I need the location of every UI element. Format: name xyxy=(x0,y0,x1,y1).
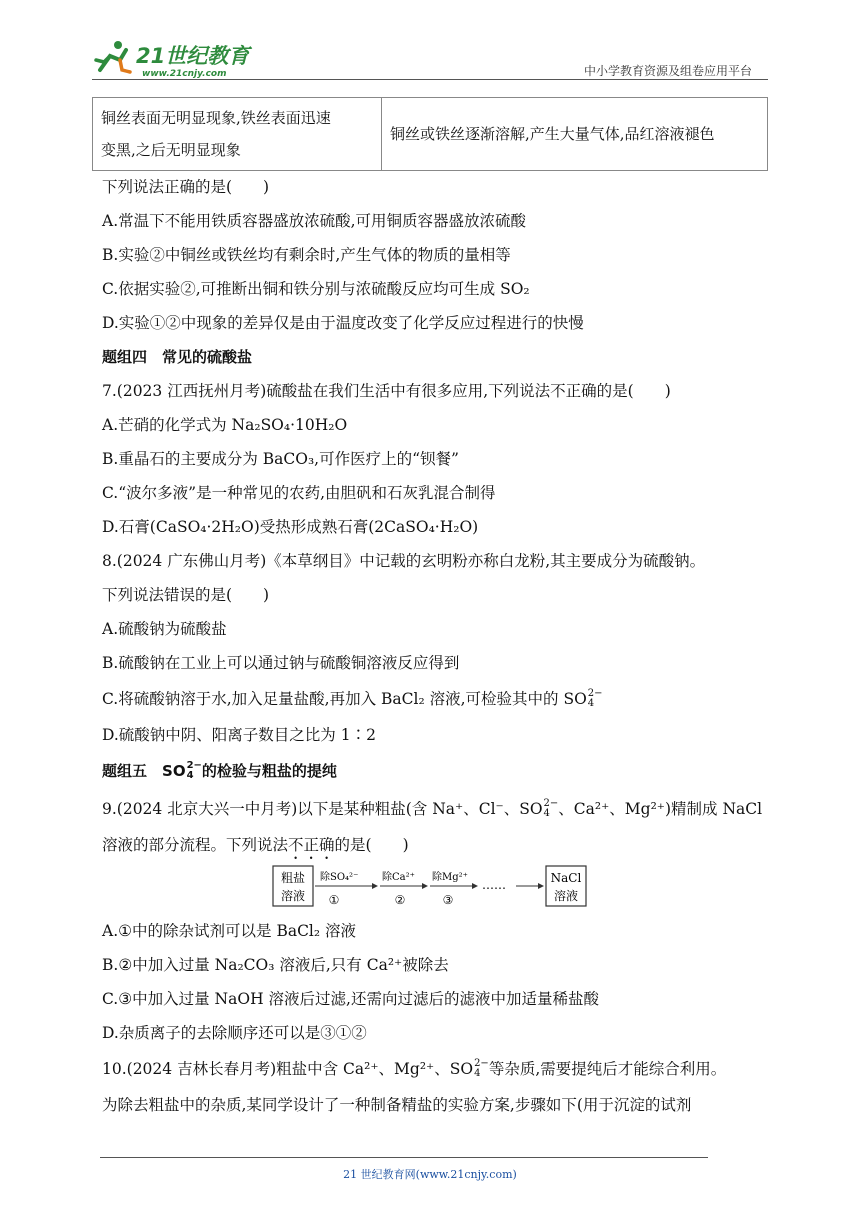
flow-step1-number: ① xyxy=(328,893,340,907)
footer-text: 21 世纪教育网(www.21cnjy.com) xyxy=(343,1168,517,1181)
q9-option-b: B.②中加入过量 Na₂CO₃ 溶液后,只有 Ca²⁺被除去 xyxy=(102,956,449,974)
sulfate-ion: SO 2− 4 xyxy=(519,798,559,819)
q9-option-c: C.③中加入过量 NaOH 溶液后过滤,还需向过滤后的滤液中加适量稀盐酸 xyxy=(102,990,599,1008)
logo-text: 21世纪教育 xyxy=(136,44,250,68)
flow-end-line2: 溶液 xyxy=(553,889,579,903)
section-5-title: 题组五 SO 2− 4 的检验与粗盐的提纯 xyxy=(102,752,768,790)
q8-stem-line1: 8.(2024 广东佛山月考)《本草纲目》中记载的玄明粉亦称白龙粉,其主要成分为硫酸钠。 xyxy=(102,552,706,570)
flow-end-line1: NaCl xyxy=(550,871,582,885)
flow-step3-label: 除Mg²⁺ xyxy=(432,872,468,883)
question-content xyxy=(102,170,768,1122)
q8-option-b: B.硫酸钠在工业上可以通过钠与硫酸铜溶液反应得到 xyxy=(102,654,460,672)
q6-option-d: D.实验①②中现象的差异仅是由于温度改变了化学反应过程进行的快慢 xyxy=(102,314,584,332)
logo-url: www.21cnjy.com xyxy=(142,69,227,79)
sulfate-ion: SO 2− 4 xyxy=(162,760,202,781)
platform-title: 中小学教育资源及组卷应用平台 xyxy=(583,64,752,78)
q9-option-a: A.①中的除杂试剂可以是 BaCl₂ 溶液 xyxy=(102,922,357,940)
table-cell-left: 铜丝表面无明显现象,铁丝表面迅速 变黑,之后无明显现象 xyxy=(93,98,382,171)
observation-table xyxy=(92,97,768,171)
q8-option-c: C.将硫酸钠溶于水,加入足量盐酸,再加入 BaCl₂ 溶液,可检验其中的 SO 2− 4 xyxy=(102,680,768,718)
flow-ellipsis: …… xyxy=(482,878,506,892)
q7-option-a: A.芒硝的化学式为 Na₂SO₄·10H₂O xyxy=(102,416,348,434)
section-4-title: 题组四 常见的硫酸盐 xyxy=(102,348,253,366)
q8-stem-line2: 下列说法错误的是( ) xyxy=(102,586,270,604)
site-logo xyxy=(92,36,262,80)
flow-diagram xyxy=(102,862,768,914)
q7-option-c: C.“波尔多液”是一种常见的农药,由胆矾和石灰乳混合制得 xyxy=(102,484,496,502)
q7-option-d: D.石膏(CaSO₄·2H₂O)受热形成熟石膏(2CaSO₄·H₂O) xyxy=(102,518,479,536)
flow-step2-number: ② xyxy=(394,893,406,907)
q9-option-d: D.杂质离子的去除顺序还可以是③①② xyxy=(102,1024,367,1042)
q9-stem-line2: 溶液的部分流程。下列说法不正确的是( ) xyxy=(102,836,409,854)
flow-step1-label: 除SO₄²⁻ xyxy=(320,872,359,883)
q8-option-a: A.硫酸钠为硫酸盐 xyxy=(102,620,227,638)
q6-stem: 下列说法正确的是( ) xyxy=(102,178,270,196)
footer-divider xyxy=(100,1157,708,1158)
flow-step2-label: 除Ca²⁺ xyxy=(382,872,415,883)
header-divider xyxy=(92,79,768,80)
flow-start-line2: 溶液 xyxy=(280,889,306,903)
table-cell-right: 铜丝或铁丝逐渐溶解,产生大量气体,品红溶液褪色 xyxy=(382,98,768,171)
q8-option-d: D.硫酸钠中阴、阳离子数目之比为 1∶2 xyxy=(102,726,376,744)
q6-option-b: B.实验②中铜丝或铁丝均有剩余时,产生气体的物质的量相等 xyxy=(102,246,511,264)
sulfate-ion: SO 2− 4 xyxy=(563,688,603,709)
q6-option-c: C.依据实验②,可推断出铜和铁分别与浓硫酸反应均可生成 SO₂ xyxy=(102,280,530,298)
q7-stem: 7.(2023 江西抚州月考)硫酸盐在我们生活中有很多应用,下列说法不正确的是( ) xyxy=(102,382,671,400)
q7-option-b: B.重晶石的主要成分为 BaCO₃,可作医疗上的“钡餐” xyxy=(102,450,459,468)
flow-step3-number: ③ xyxy=(442,893,454,907)
q10-stem-line2: 为除去粗盐中的杂质,某同学设计了一种制备精盐的实验方案,步骤如下(用于沉淀的试剂 xyxy=(102,1096,692,1114)
sulfate-ion: SO 2− 4 xyxy=(449,1058,489,1079)
q9-stem-line1: 9.(2024 北京大兴一中月考)以下是某种粗盐(含 Na⁺、Cl⁻、 SO 2− 4 、Ca²⁺、Mg²⁺)精制成 NaCl xyxy=(102,790,768,828)
flow-start-line1: 粗盐 xyxy=(280,871,306,885)
q6-option-a: A.常温下不能用铁质容器盛放浓硫酸,可用铜质容器盛放浓硫酸 xyxy=(102,212,527,230)
q10-stem-line1: 10.(2024 吉林长春月考)粗盐中含 Ca²⁺、Mg²⁺、 SO 2− 4 等杂质,需要提纯后才能综合利用。 xyxy=(102,1050,768,1088)
